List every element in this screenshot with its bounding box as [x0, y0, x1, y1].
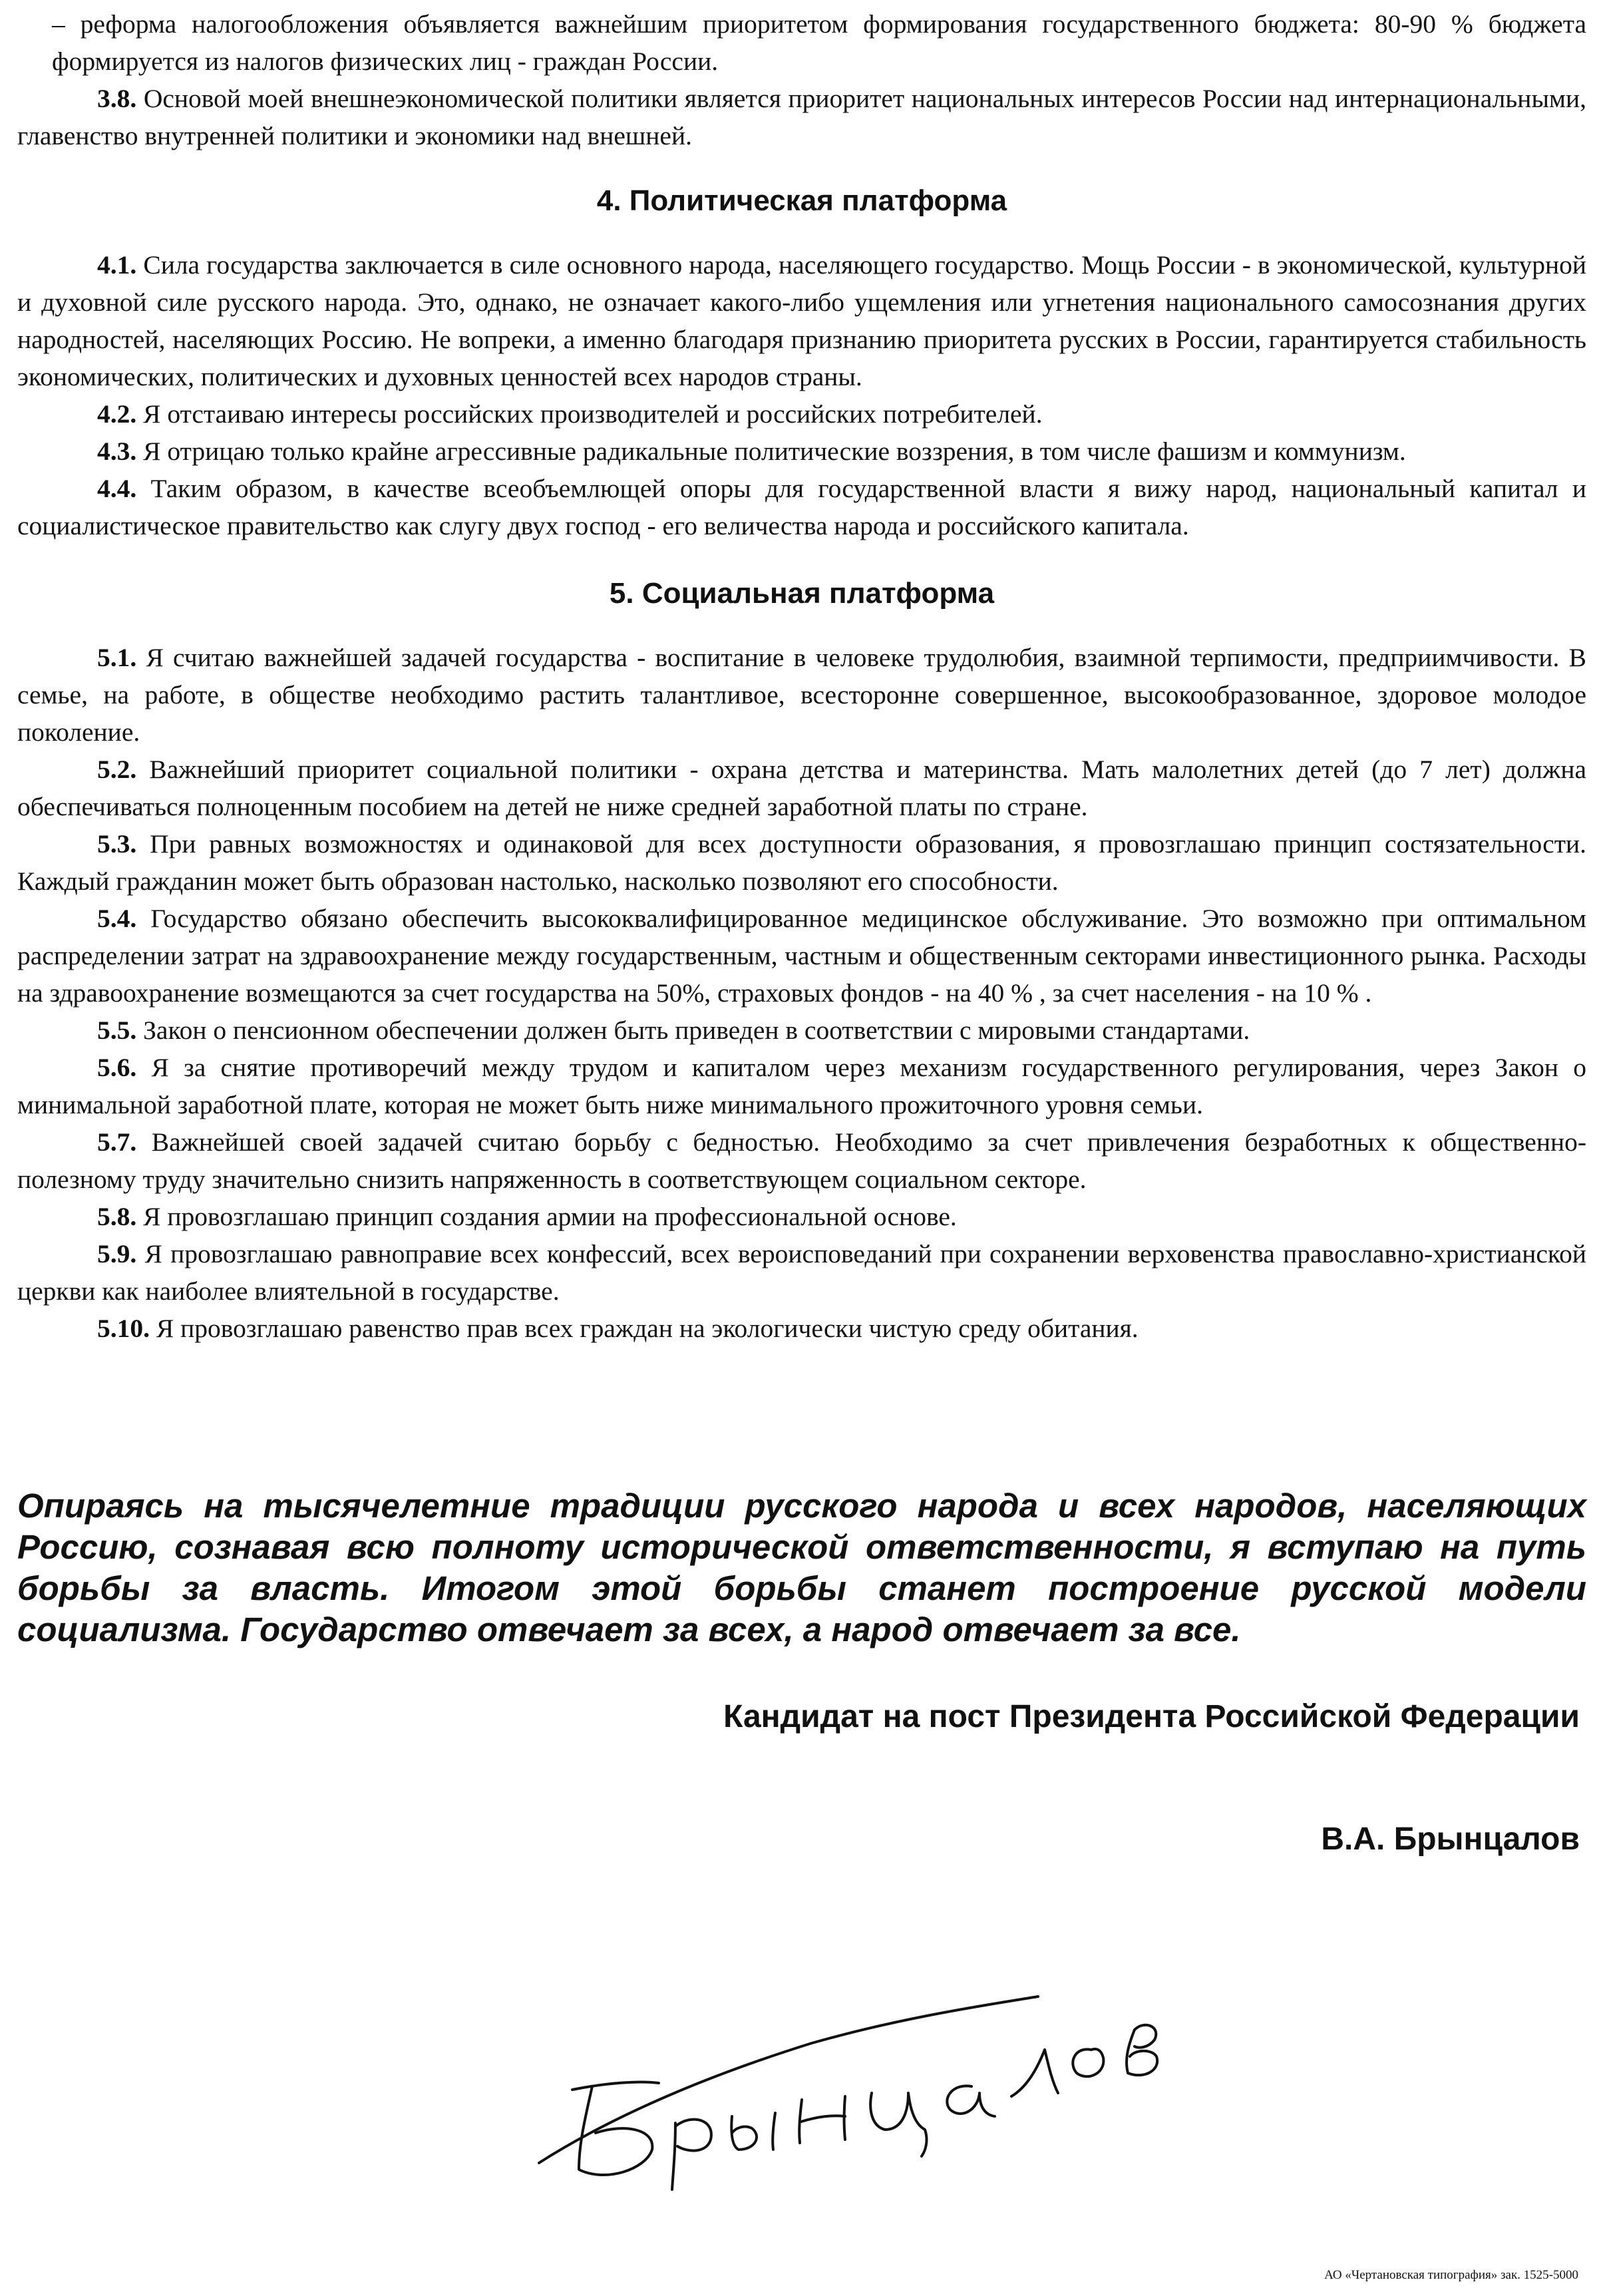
closing-statement: Опираясь на тысячелетние традиции русского народа и всех народов, населяющих Россию, сознавая всю полноту исторической ответственности, я вступаю на путь борьбы за власть. Итогом этой борьбы станет построение русской модели социализма. Государство отвечает за всех, а народ отвечает за все.	[17, 1487, 1586, 1648]
document-body	[17, 5, 1586, 1347]
paragraph-number: 5.10.	[97, 1314, 150, 1343]
paragraph-number: 5.3.	[97, 829, 137, 859]
paragraph-text: Я отстаиваю интересы российских производителей и российских потребителей.	[136, 399, 1043, 429]
paragraph-5-1	[17, 639, 1586, 751]
paragraph-4-3	[17, 433, 1586, 470]
paragraph-number: 5.7.	[97, 1127, 137, 1157]
paragraph-number: 5.2.	[97, 755, 137, 784]
section-5-heading: 5. Социальная платформа	[609, 577, 995, 610]
paragraph-text: Важнейшей своей задачей считаю борьбу с бедностью. Необходимо за счет привлечения безработных к общественно-полезному труду значительно снизить напряженность в соответствующем социальном секторе.	[17, 1127, 1586, 1194]
paragraph-5-10	[17, 1310, 1586, 1347]
paragraph-5-4	[17, 900, 1586, 1012]
paragraph-number: 5.6.	[97, 1053, 137, 1082]
paragraph-text: Закон о пенсионном обеспечении должен быть приведен в соответствии с мировыми стандартами.	[136, 1016, 1250, 1045]
paragraph-text: Я считаю важнейшей задачей государства - воспитание в человеке трудолюбия, взаимной терпимости, предприимчивости. В семье, на работе, в обществе необходимо растить талантливое, всесторонне совершенное, высокообразованное, здоровое молодое поколение.	[17, 643, 1586, 747]
paragraph-4-4	[17, 470, 1586, 544]
paragraph-5-2	[17, 751, 1586, 825]
paragraph-5-8	[17, 1198, 1586, 1235]
paragraph-number: 4.2.	[97, 399, 137, 429]
paragraph-5-6	[17, 1049, 1586, 1123]
section-4-heading: 4. Политическая платформа	[596, 184, 1007, 217]
paragraph-text: Я за снятие противоречий между трудом и капиталом через механизм государственного регулирования, через Закон о минимальной заработной плате, которая не может быть ниже минимального прожиточного уровня семьи.	[17, 1053, 1586, 1119]
paragraph-text: – реформа налогообложения объявляется важнейшим приоритетом формирования государственного бюджета: 80-90 % бюджета формируется из налогов физических лиц - граждан России.	[52, 9, 1586, 76]
handwritten-signature	[532, 1950, 1231, 2203]
paragraph-text: Я провозглашаю равноправие всех конфессий, всех вероисповеданий при сохранении верховенства православно-христианской церкви как наиболее влиятельной в государстве.	[17, 1239, 1586, 1306]
paragraph-text: Сила государства заключается в силе основного народа, населяющего государство. Мощь России - в экономической, культурной и духовной силе русского народа. Это, однако, не означает какого-либо ущемления или угнетения национального самосознания других народностей, населяющих Россию. Не вопреки, а именно благодаря признанию приоритета русских в России, гарантируется стабильность экономических, политических и духовных ценностей всех народов страны.	[17, 250, 1586, 391]
paragraph-4-2	[17, 395, 1586, 433]
paragraph-text: Я провозглашаю принцип создания армии на профессиональной основе.	[136, 1202, 957, 1231]
paragraph-text: Государство обязано обеспечить высококвалифицированное медицинское обслуживание. Это возможно при оптимальном распределении затрат на здравоохранение между государственным, частным и общественным секторами инвестиционного рынка. Расходы на здравоохранение возмещаются за счет государства на 50%, страховых фондов - на 40 % , за счет населения - на 10 % .	[17, 904, 1586, 1008]
intro-paragraph-1	[17, 5, 1586, 80]
paragraph-text: Я отрицаю только крайне агрессивные радикальные политические воззрения, в том числе фашизм и коммунизм.	[136, 437, 1406, 466]
candidate-title: Кандидат на пост Президента Российской Федерации	[723, 1699, 1580, 1734]
paragraph-number: 4.4.	[97, 474, 137, 503]
paragraph-5-5	[17, 1012, 1586, 1049]
paragraph-text: Таким образом, в качестве всеобъемлющей опоры для государственной власти я вижу народ, национальный капитал и социалистическое правительство как слугу двух господ - его величества народа и российского капитала.	[17, 474, 1586, 540]
paragraph-5-9	[17, 1235, 1586, 1310]
paragraph-5-3	[17, 825, 1586, 900]
paragraph-number: 3.8.	[97, 84, 137, 113]
paragraph-text: Важнейший приоритет социальной политики - охрана детства и материнства. Мать малолетних детей (до 7 лет) должна обеспечиваться полноценным пособием на детей не ниже средней заработной платы по стране.	[17, 755, 1586, 821]
paragraph-4-1	[17, 246, 1586, 395]
paragraph-number: 4.3.	[97, 437, 137, 466]
paragraph-number: 4.1.	[97, 250, 137, 280]
paragraph-text: При равных возможностях и одинаковой для всех доступности образования, я провозглашаю принцип состязательности. Каждый гражданин может быть образован настолько, насколько позволяют его способности.	[17, 829, 1586, 896]
candidate-name: В.А. Брынцалов	[1321, 1821, 1580, 1857]
print-imprint: АО «Чертановская типография» зак. 1525-5000	[1324, 2268, 1578, 2282]
paragraph-number: 5.5.	[97, 1016, 137, 1045]
paragraph-number: 5.9.	[97, 1239, 137, 1268]
paragraph-text: Основой моей внешнеэкономической политики является приоритет национальных интересов России над интернациональными, главенство внутренней политики и экономики над внешней.	[17, 84, 1586, 150]
paragraph-number: 5.1.	[97, 643, 137, 672]
paragraph-text: Я провозглашаю равенство прав всех граждан на экологически чистую среду обитания.	[150, 1314, 1139, 1343]
paragraph-number: 5.8.	[97, 1202, 137, 1231]
paragraph-5-7	[17, 1123, 1586, 1198]
paragraph-number: 5.4.	[97, 904, 137, 933]
paragraph-3-8	[17, 80, 1586, 154]
